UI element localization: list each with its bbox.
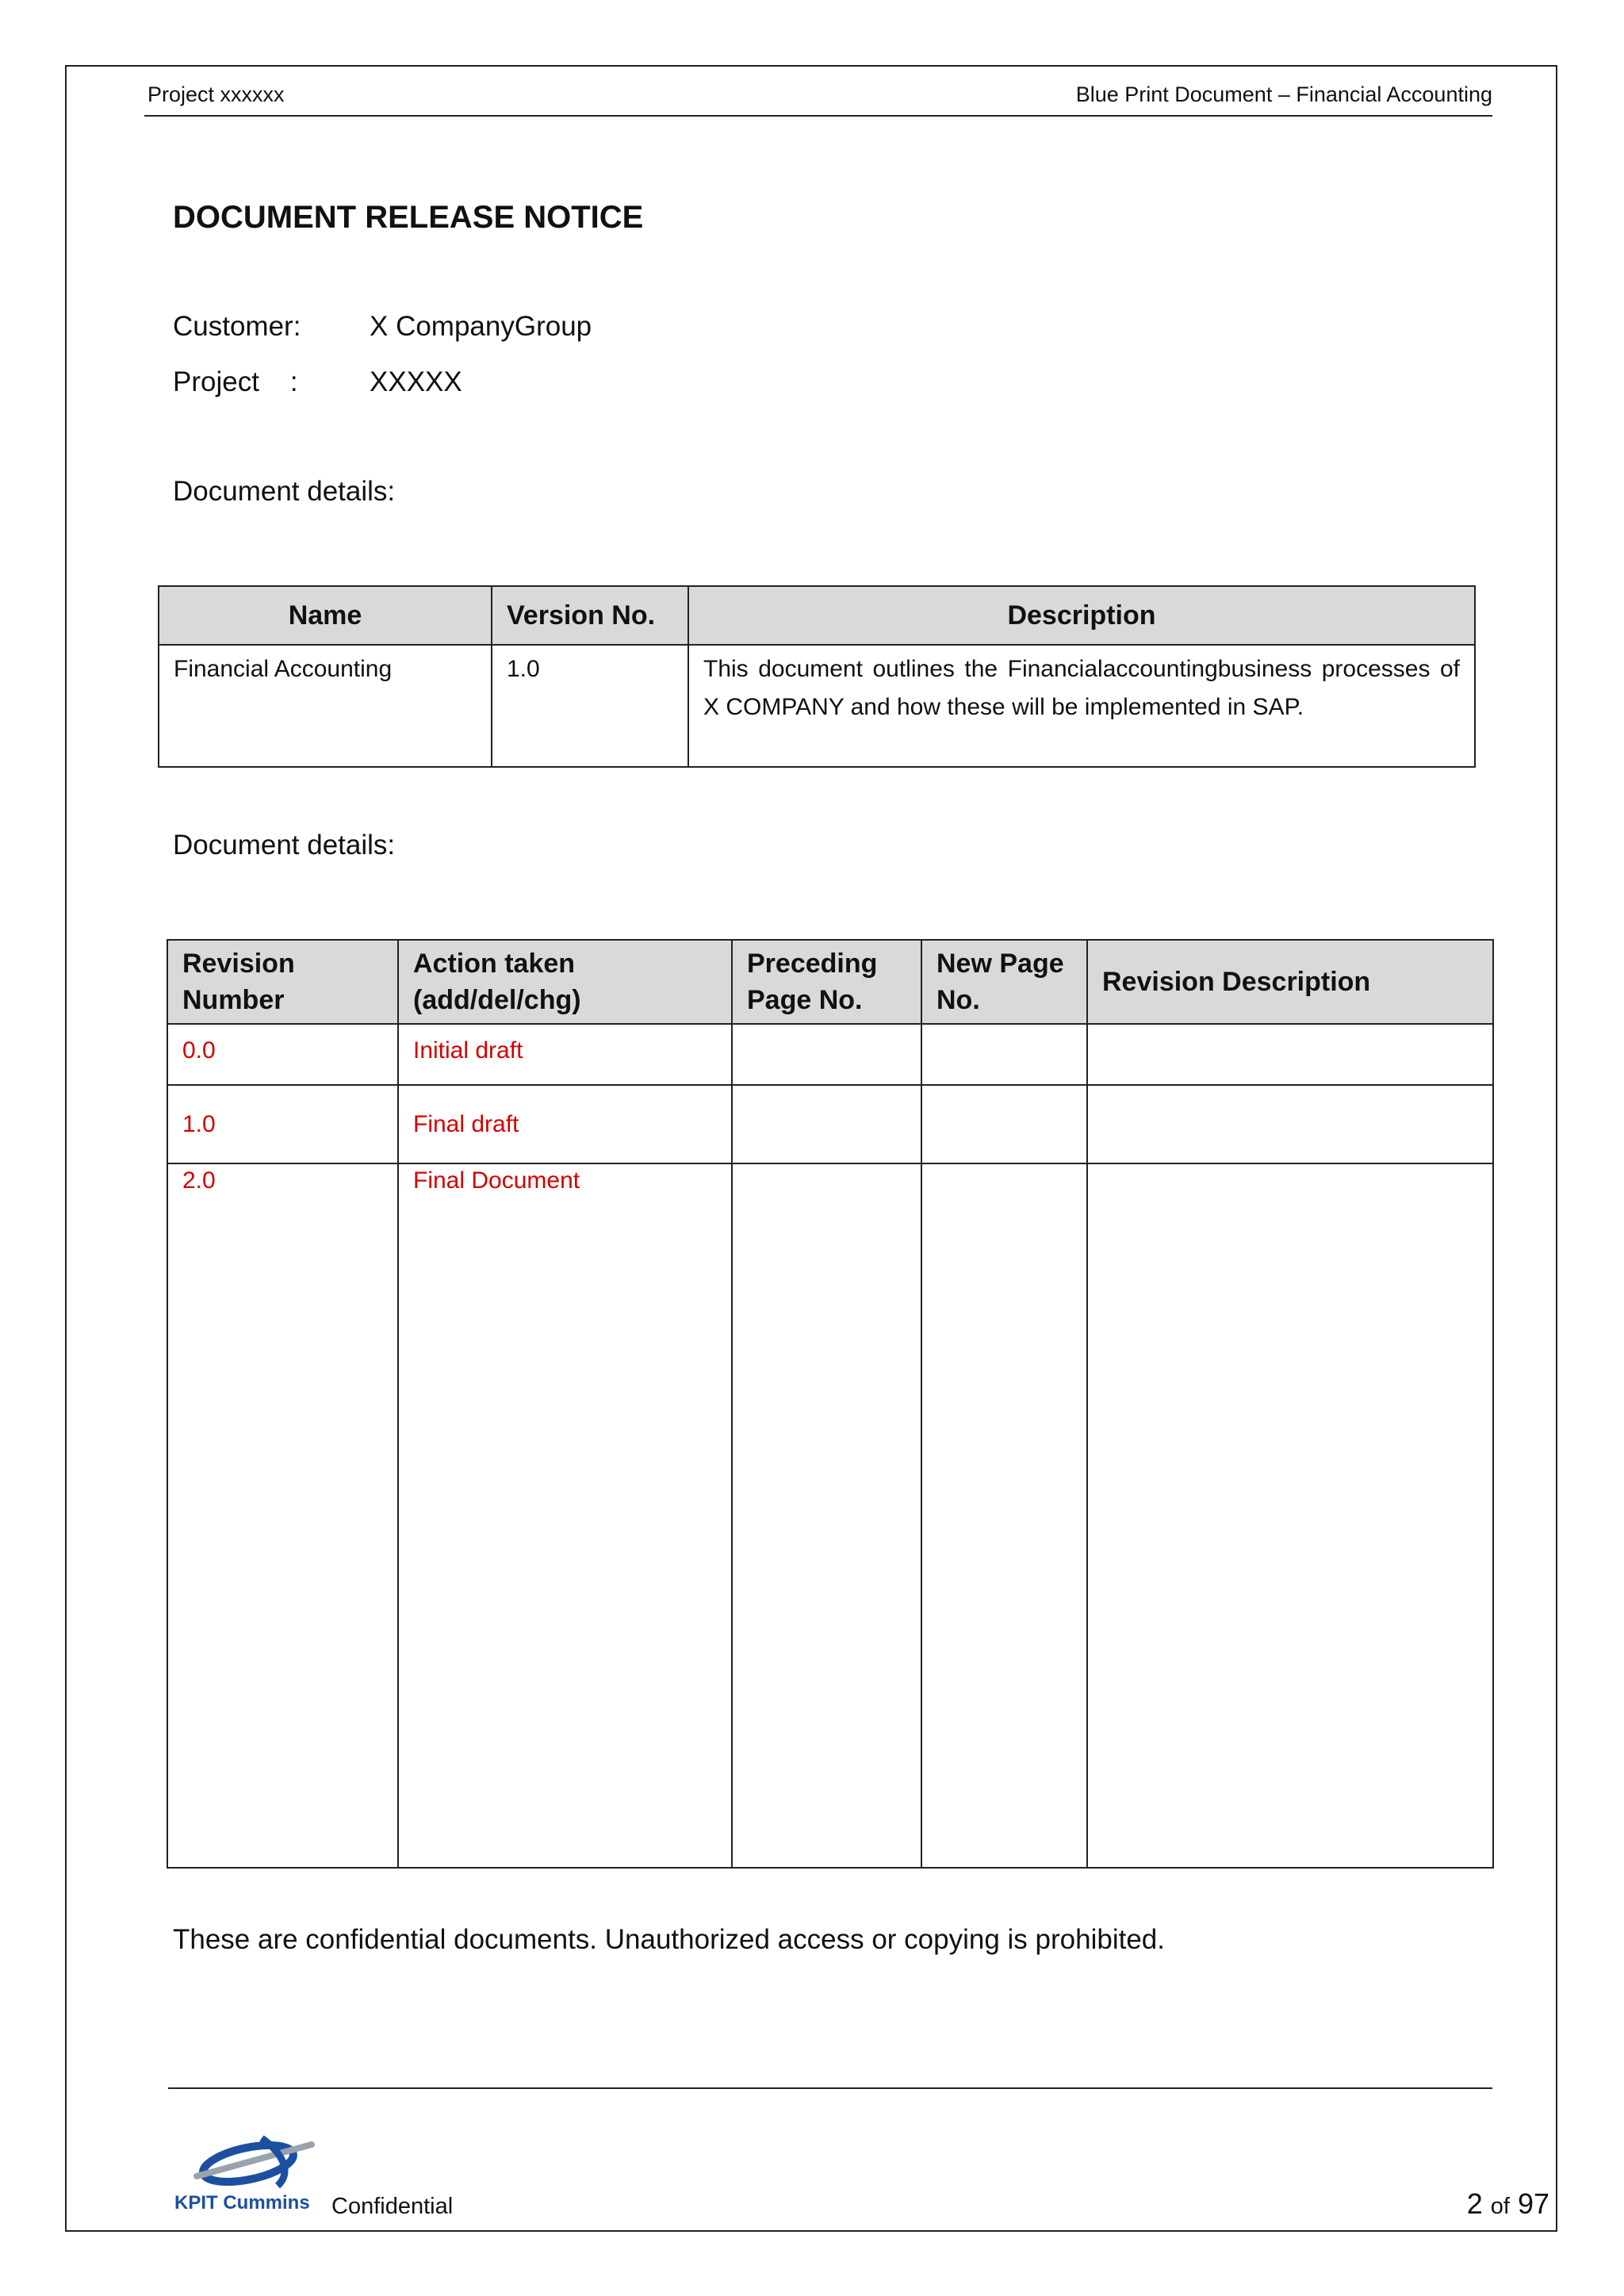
page-total: 97 <box>1517 2187 1549 2220</box>
customer-value: X CompanyGroup <box>370 311 592 342</box>
customer-label: Customer: <box>173 311 301 342</box>
cell-action-taken: Final Document <box>398 1163 732 1868</box>
footer-confidential: Confidential <box>331 2194 454 2219</box>
logo-wordmark: KPIT Cummins <box>174 2192 310 2214</box>
page-of: of <box>1490 2194 1510 2219</box>
project-label: Project : <box>173 366 298 397</box>
column-header-version: Version No. <box>492 586 688 645</box>
table-header-row <box>167 940 1493 1024</box>
column-header-new-page: New Page No. <box>921 940 1087 1024</box>
table-row <box>159 645 1475 767</box>
table-row <box>167 1163 1493 1868</box>
document-details-label-2: Document details: <box>173 830 396 861</box>
cell-name: Financial Accounting <box>159 645 492 767</box>
document-details-table <box>158 585 1476 768</box>
column-header-description: Description <box>688 586 1475 645</box>
column-header-action-taken: Action taken (add/del/chg) <box>398 940 732 1024</box>
cell-new-page <box>921 1163 1087 1868</box>
document-details-label: Document details: <box>173 476 396 507</box>
revision-history-table <box>167 939 1494 1869</box>
table-header-row <box>159 586 1475 645</box>
cell-version: 1.0 <box>492 645 688 767</box>
page-current: 2 <box>1466 2187 1483 2220</box>
cell-preceding-page <box>732 1085 921 1163</box>
cell-preceding-page <box>732 1163 921 1868</box>
table-row <box>167 1085 1493 1163</box>
cell-preceding-page <box>732 1024 921 1085</box>
column-header-revision-description: Revision Description <box>1087 940 1493 1024</box>
cell-action-taken: Final draft <box>398 1085 732 1163</box>
cell-revision-description <box>1087 1163 1493 1868</box>
footer-divider <box>168 2087 1492 2089</box>
cell-revision-number: 1.0 <box>167 1085 398 1163</box>
cell-revision-number: 0.0 <box>167 1024 398 1085</box>
cell-revision-description <box>1087 1085 1493 1163</box>
header-project: Project xxxxxx <box>147 82 285 106</box>
table-row <box>167 1024 1493 1085</box>
page-number <box>1467 2187 1549 2221</box>
project-value: XXXXX <box>370 366 462 397</box>
header-divider <box>144 115 1492 117</box>
cell-action-taken: Initial draft <box>398 1024 732 1085</box>
cell-revision-number: 2.0 <box>167 1163 398 1868</box>
column-header-preceding-page: Preceding Page No. <box>732 940 921 1024</box>
column-header-name: Name <box>159 586 492 645</box>
page-title: DOCUMENT RELEASE NOTICE <box>173 200 644 235</box>
cell-revision-description <box>1087 1024 1493 1085</box>
cell-new-page <box>921 1024 1087 1085</box>
confidentiality-notice: These are confidential documents. Unauthorized access or copying is prohibited. <box>173 1924 1165 1955</box>
cell-new-page <box>921 1085 1087 1163</box>
header-document-title: Blue Print Document – Financial Accounting <box>1075 82 1492 106</box>
cell-description: This document outlines the Financialaccountingbusiness processes of X COMPANY and how these will be implemented in SAP. <box>688 645 1475 767</box>
column-header-revision-number: Revision Number <box>167 940 398 1024</box>
